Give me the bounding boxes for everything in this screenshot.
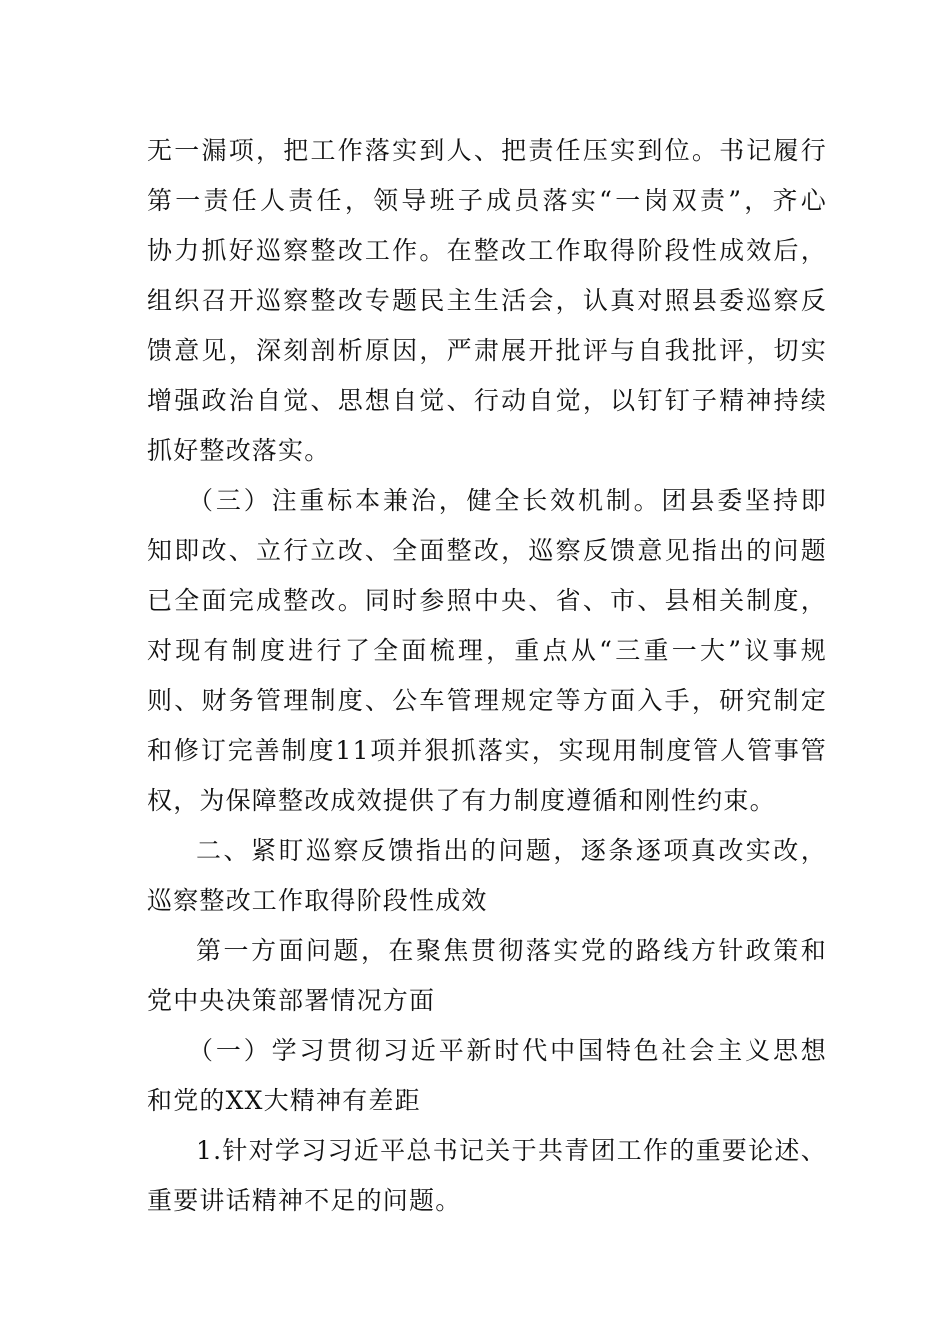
paragraph-line: 则、财务管理制度、公车管理规定等方面入手，研究制定	[147, 686, 827, 715]
subsection-heading-line: 和党的XX大精神有差距	[147, 1086, 421, 1115]
paragraph-line: 重要讲话精神不足的问题。	[147, 1186, 462, 1215]
subsection-heading-line: （一）学习贯彻习近平新时代中国特色社会主义思想	[188, 1036, 827, 1065]
paragraph-line: 无一漏项，把工作落实到人、把责任压实到位。书记履行	[147, 136, 827, 165]
section-heading-line: 二、紧盯巡察反馈指出的问题，逐条逐项真改实改，	[196, 836, 827, 865]
paragraph-line: 1.针对学习习近平总书记关于共青团工作的重要论述、	[196, 1136, 827, 1165]
paragraph-line: 党中央决策部署情况方面	[147, 986, 436, 1015]
paragraph-line: 馈意见，深刻剖析原因，严肃展开批评与自我批评，切实	[147, 336, 827, 365]
paragraph-line: 知即改、立行立改、全面整改，巡察反馈意见指出的问题	[147, 536, 827, 565]
paragraph-line: 协力抓好巡察整改工作。在整改工作取得阶段性成效后，	[147, 236, 827, 265]
paragraph-line: 抓好整改落实。	[147, 436, 331, 465]
section-heading-line: 巡察整改工作取得阶段性成效	[147, 886, 488, 915]
section-heading-line: （三）注重标本兼治，健全长效机制。团县委坚持即	[188, 486, 827, 515]
paragraph-line: 第一方面问题，在聚焦贯彻落实党的路线方针政策和	[196, 936, 827, 965]
paragraph-line: 已全面完成整改。同时参照中央、省、市、县相关制度，	[147, 586, 827, 615]
paragraph-line: 和修订完善制度11项并狠抓落实，实现用制度管人管事管	[147, 736, 827, 765]
paragraph-line: 权，为保障整改成效提供了有力制度遵循和刚性约束。	[147, 786, 776, 815]
paragraph-line: 对现有制度进行了全面梳理，重点从“三重一大”议事规	[147, 636, 827, 665]
paragraph-line: 增强政治自觉、思想自觉、行动自觉，以钉钉子精神持续	[147, 386, 827, 415]
paragraph-line: 组织召开巡察整改专题民主生活会，认真对照县委巡察反	[147, 286, 827, 315]
paragraph-line: 第一责任人责任，领导班子成员落实“一岗双责”，齐心	[147, 186, 827, 215]
